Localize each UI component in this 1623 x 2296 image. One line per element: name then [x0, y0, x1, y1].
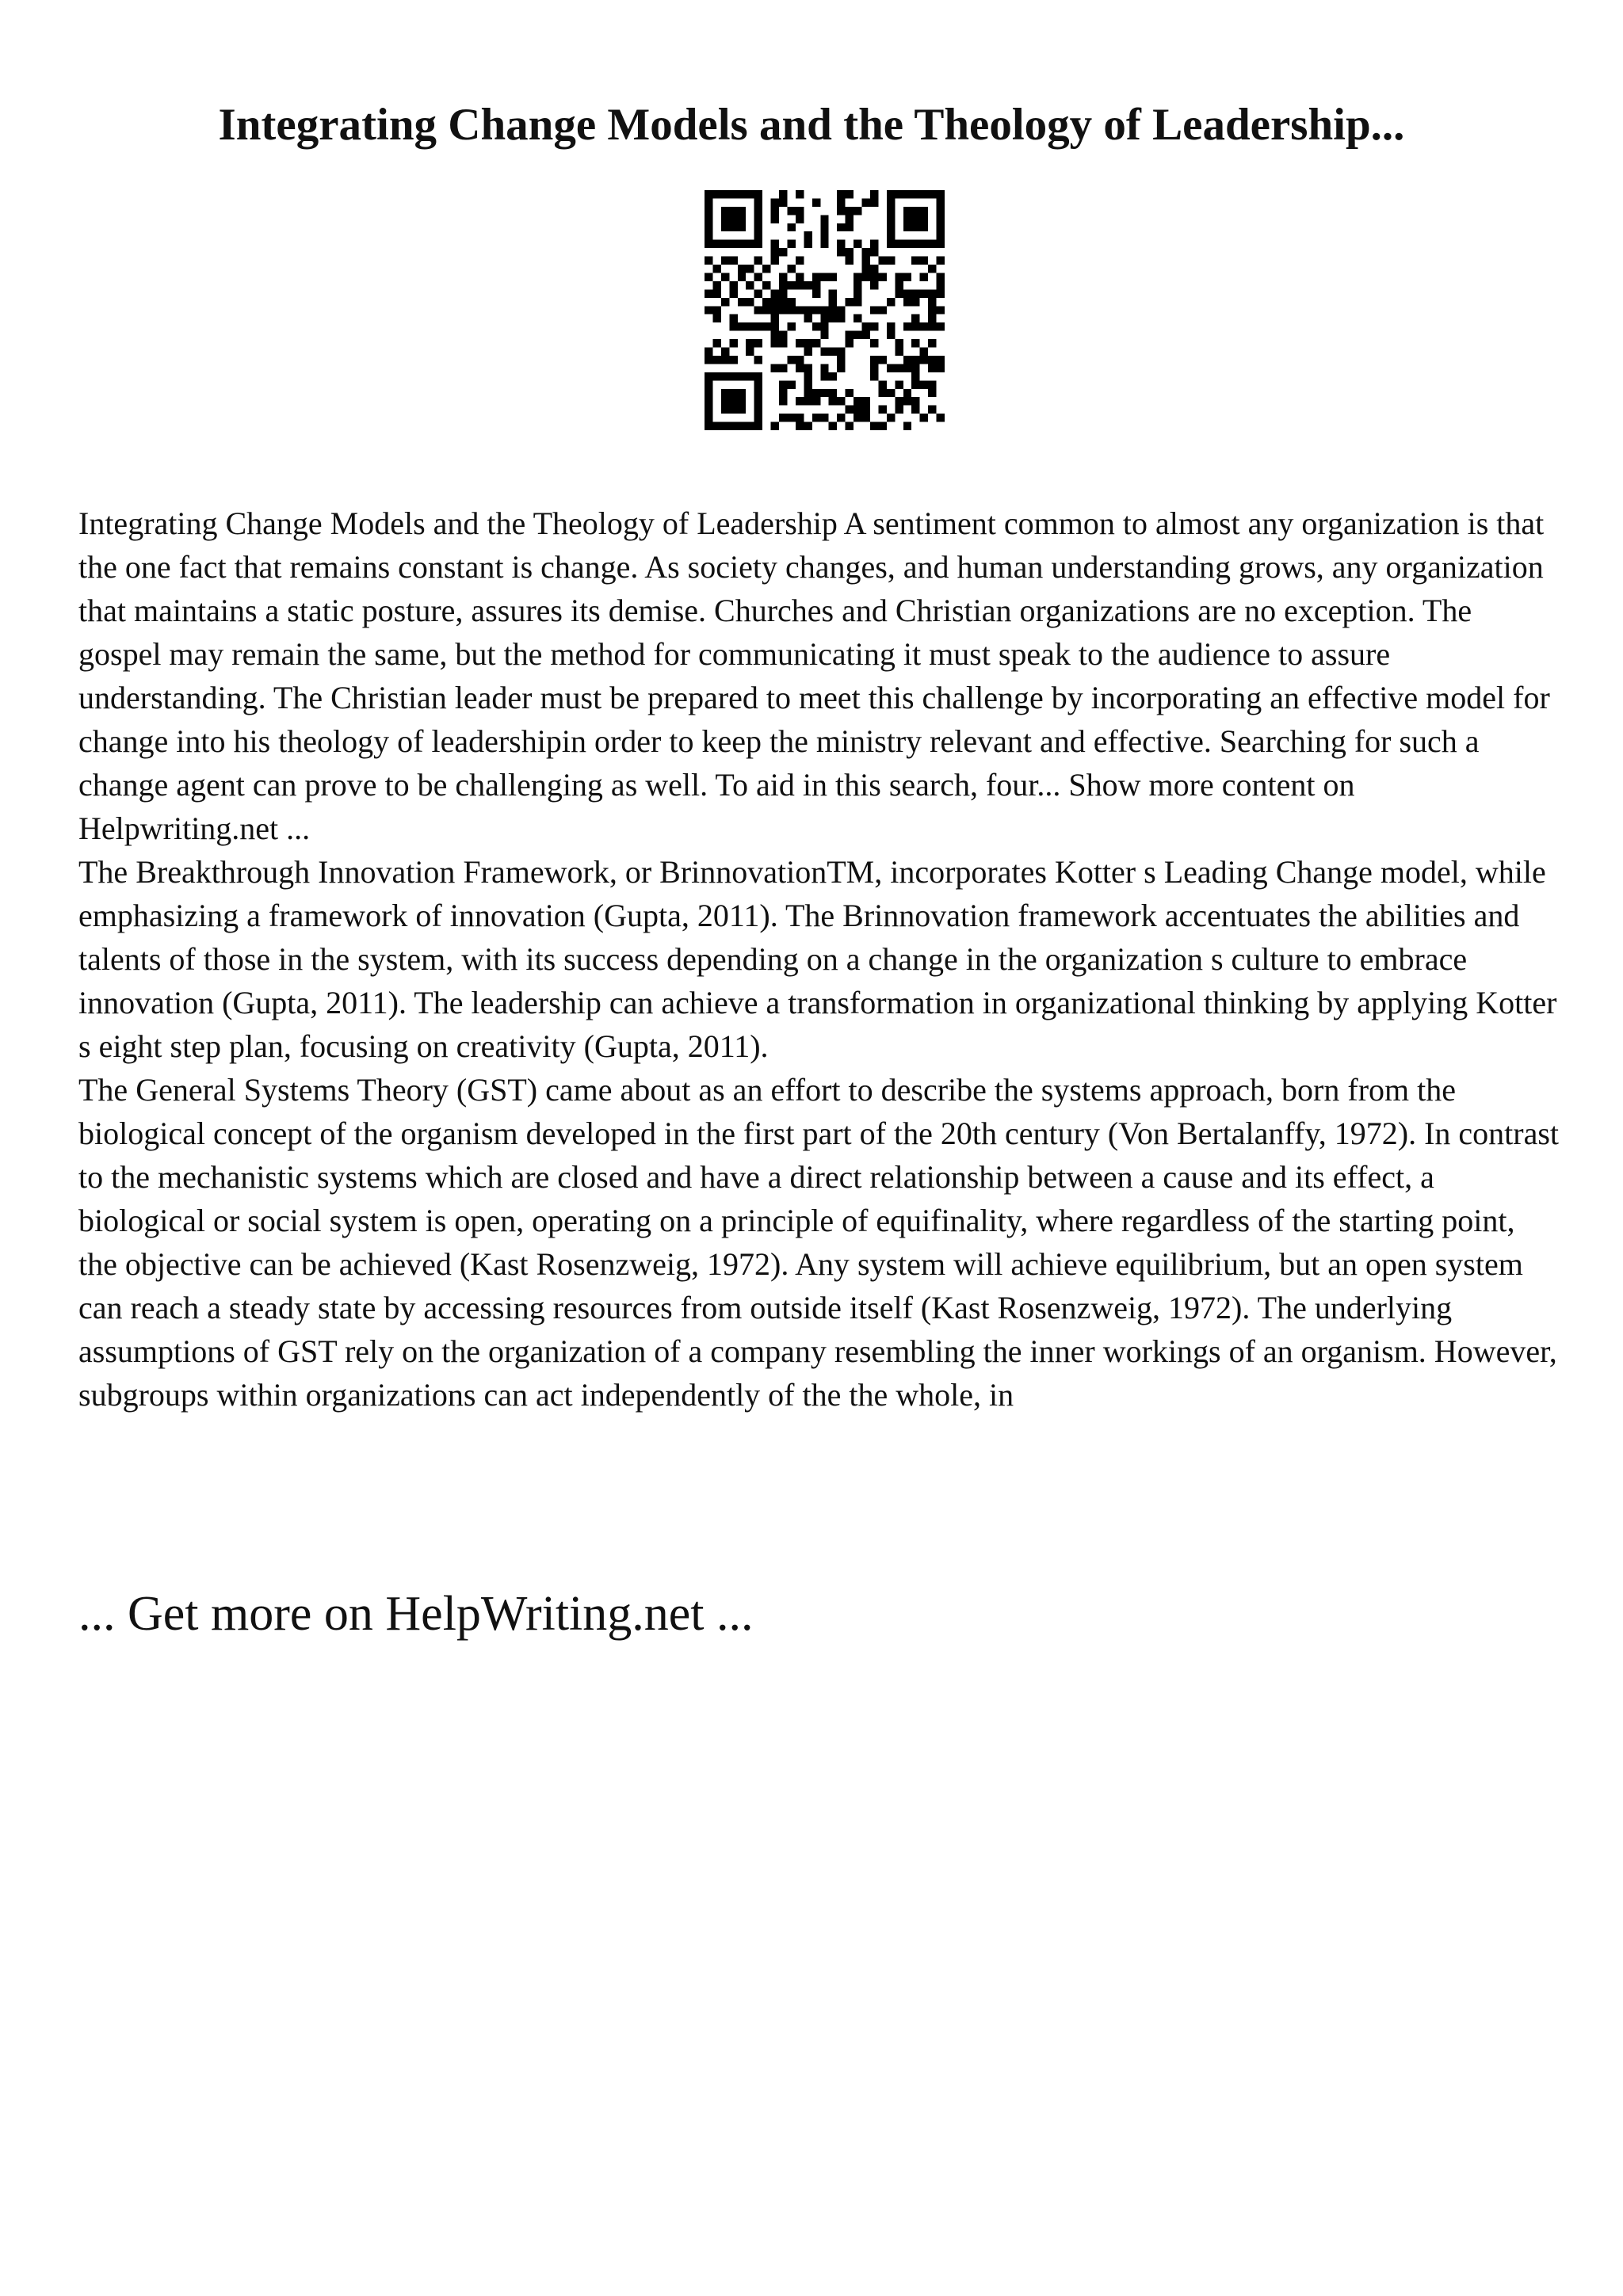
document-title: Integrating Change Models and the Theology of Leadership... [218, 100, 1405, 150]
document-body [78, 502, 1560, 1417]
qr-code-icon [705, 190, 945, 430]
paragraph-intro: Integrating Change Models and the Theology of Leadership A sentiment common to almost any organization is that the one fact that remains constant is change. As society changes, and human understanding grows, any organization that maintains a static posture, assures its demise. Churches and Christian organizations are no exception. The gospel may remain the same, but the method for communicating it must speak to the audience to assure understanding. The Christian leader must be prepared to meet this challenge by incorporating an effective model for change into his theology of leadershipin order to keep the ministry relevant and effective. Searching for such a change agent can prove to be challenging as well. To aid in this search, four... Show more content on Helpwriting.net ... [78, 505, 1550, 846]
paragraph-general-systems-theory: The General Systems Theory (GST) came about as an effort to describe the systems approach, born from the biological concept of the organism developed in the first part of the 20th century (Von Bertalanffy, 1972). In contrast to the mechanistic systems which are closed and have a direct relationship between a cause and its effect, a biological or social system is open, operating on a principle of equifinality, where regardless of the starting point, the objective can be achieved (Kast Rosenzweig, 1972). Any system will achieve equilibrium, but an open system can reach a steady state by accessing resources from outside itself (Kast Rosenzweig, 1972). The underlying assumptions of GST rely on the organization of a company resembling the inner workings of an organism. However, subgroups within organizations can act independently of the the whole, in [78, 1072, 1560, 1413]
paragraph-brinnovation: The Breakthrough Innovation Framework, or BrinnovationTM, incorporates Kotter s Leading Change model, while emphasizing a framework of innovation (Gupta, 2011). The Brinnovation framework accentuates the abilities and talents of those in the system, with its success depending on a change in the organization s culture to embrace innovation (Gupta, 2011). The leadership can achieve a transformation in organizational thinking by applying Kotter s eight step plan, focusing on creativity (Gupta, 2011). [78, 854, 1557, 1064]
get-more-link[interactable]: ... Get more on HelpWriting.net ... [78, 1587, 754, 1641]
